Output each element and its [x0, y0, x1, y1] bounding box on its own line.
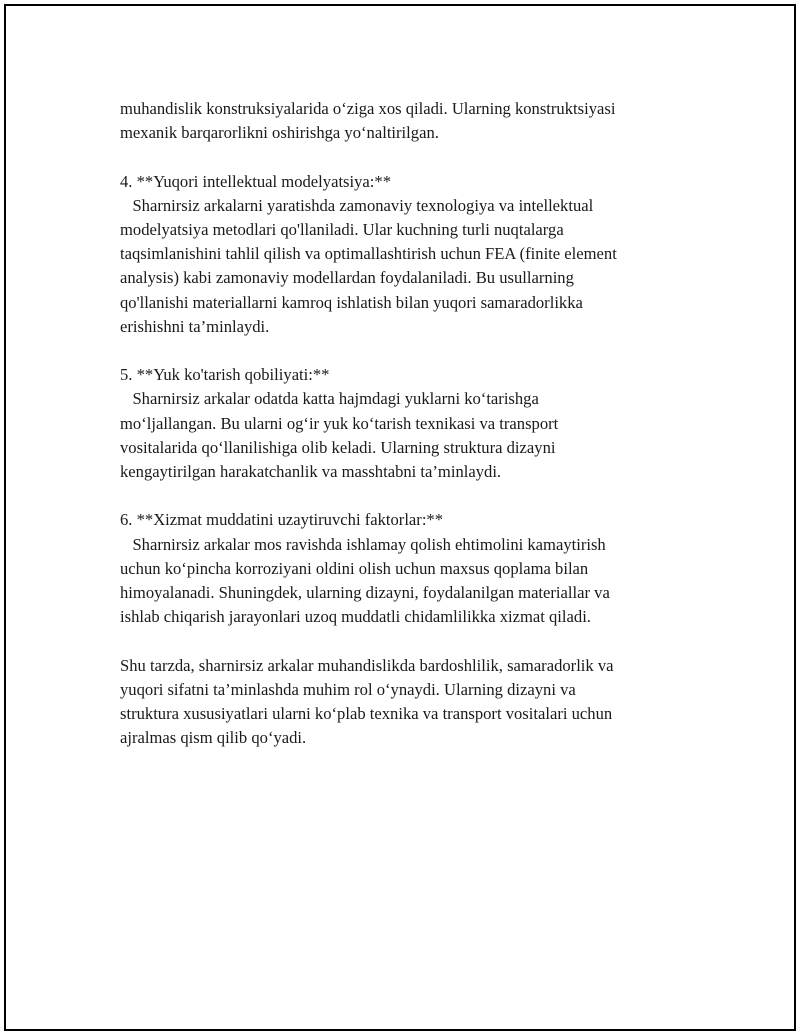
text-line: mexanik barqarorlikni oshirishga yo‘naltirilgan.	[120, 123, 439, 143]
section-heading: 5. **Yuk ko'tarish qobiliyati:**	[120, 365, 330, 385]
text-line: kengaytirilgan harakatchanlik va masshtabni ta’minlaydi.	[120, 462, 502, 482]
text-line: analysis) kabi zamonaviy modellardan foydalaniladi. Bu usullarning	[120, 268, 574, 288]
section-4	[120, 170, 690, 339]
text-line: qo'llanishi materiallarni kamroq ishlatish bilan yuqori samaradorlikka	[120, 292, 583, 312]
paragraph-gap	[120, 339, 690, 363]
section-6	[120, 508, 690, 629]
section-5	[120, 363, 690, 484]
text-line: mo‘ljallangan. Bu ularni og‘ir yuk ko‘tarish texnikasi va transport	[120, 413, 559, 433]
text-line: himoyalanadi. Shuningdek, ularning dizayni, foydalanilgan materiallar va	[120, 583, 610, 603]
text-line: yuqori sifatni ta’minlashda muhim rol o‘ynaydi. Ularning dizayni va	[120, 679, 576, 699]
text-line: Sharnirsiz arkalarni yaratishda zamonaviy texnologiya va intellektual	[120, 195, 594, 215]
text-line: uchun ko‘pincha korroziyani oldini olish uchun maxsus qoplama bilan	[120, 558, 589, 578]
intro-paragraph	[120, 97, 690, 145]
text-line: muhandislik konstruksiyalarida o‘ziga xos qiladi. Ularning konstruktsiyasi	[120, 99, 616, 118]
text-line: erishishni ta’minlaydi.	[120, 316, 270, 336]
document-body	[120, 97, 690, 750]
text-line: vositalarida qo‘llanilishiga olib keladi. Ularning struktura dizayni	[120, 437, 556, 457]
paragraph-gap	[120, 484, 690, 508]
text-line: modelyatsiya metodlari qo'llaniladi. Ular kuchning turli nuqtalarga	[120, 220, 564, 239]
text-line: ishlab chiqarish jarayonlari uzoq muddatli chidamlilikka xizmat qiladi.	[120, 607, 591, 627]
paragraph-gap	[120, 629, 690, 653]
text-line: ajralmas qism qilib qo‘yadi.	[120, 728, 307, 748]
conclusion-paragraph	[120, 654, 690, 751]
text-line: Sharnirsiz arkalar mos ravishda ishlamay qolish ehtimolini kamaytirish	[120, 534, 606, 554]
text-line: struktura xususiyatlari ularni ko‘plab texnika va transport vositalari uchun	[120, 704, 613, 724]
text-line: Sharnirsiz arkalar odatda katta hajmdagi yuklarni ko‘tarishga	[120, 389, 539, 409]
section-heading: 6. **Xizmat muddatini uzaytiruvchi faktorlar:**	[120, 510, 444, 530]
section-heading: 4. **Yuqori intellektual modelyatsiya:**	[120, 171, 391, 191]
text-line: taqsimlanishini tahlil qilish va optimallashtirish uchun FEA (finite element	[120, 244, 617, 264]
paragraph-gap	[120, 145, 690, 169]
document-page	[4, 4, 796, 1031]
text-line: Shu tarzda, sharnirsiz arkalar muhandislikda bardoshlilik, samaradorlik va	[120, 655, 614, 675]
